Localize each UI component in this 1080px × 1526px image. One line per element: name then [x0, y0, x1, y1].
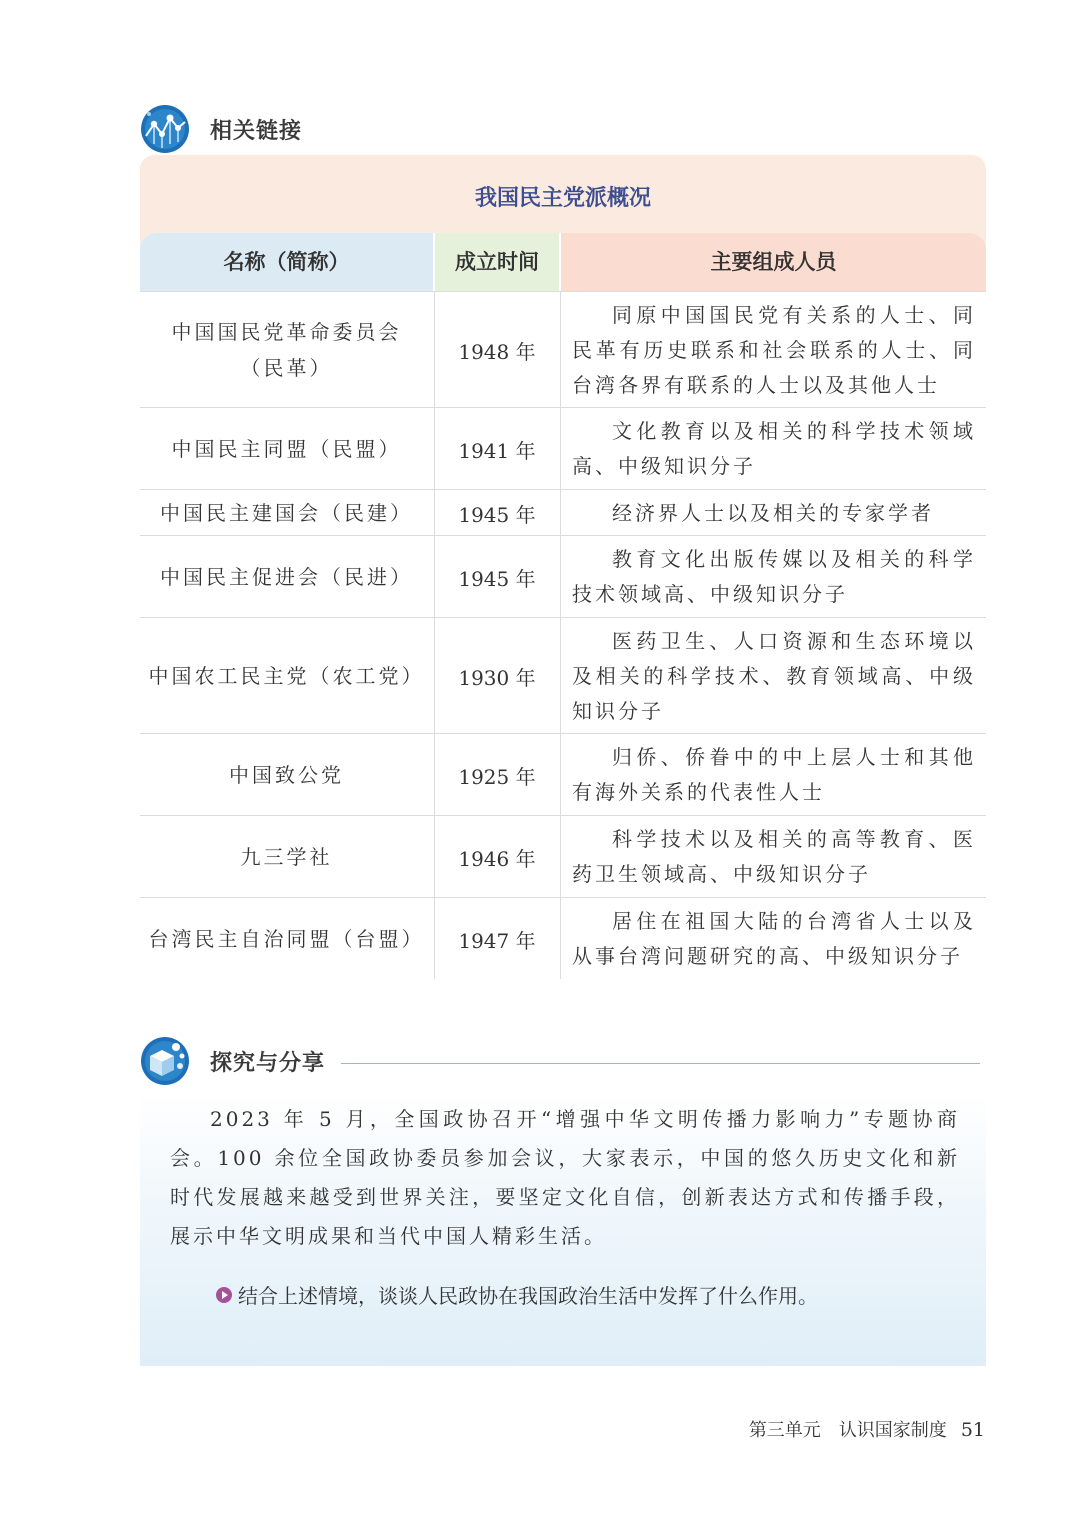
table-row [140, 897, 986, 980]
context-paragraph: 2023 年 5 月，全国政协召开“增强中华文明传播力影响力”专题协商会。100 余位全国政协委员参加会议，大家表示，中国的悠久历史文化和新时代发展越来越受到世界关注，要坚定文化自信，创新表达方式和传播手段，展示中华文明成果和当代中国人精彩生活。 [170, 1107, 960, 1248]
table-row [140, 407, 986, 490]
related-links-header [140, 104, 302, 154]
unit-label: 第三单元 [748, 1420, 821, 1441]
column-divider [560, 291, 561, 979]
section-title: 相关链接 [210, 118, 303, 144]
explore-panel [140, 1094, 986, 1366]
page-number: 51 [960, 1419, 985, 1441]
party-name: 九三学社 [240, 845, 333, 869]
header-rule [341, 1063, 980, 1064]
explore-share-header [140, 1036, 980, 1086]
page-footer [0, 1416, 985, 1442]
founding-year: 1945 年 [458, 566, 536, 591]
chapter-label: 认识国家制度 [838, 1420, 947, 1441]
party-name: 中国致公党 [229, 763, 344, 787]
founding-year: 1930 年 [458, 665, 536, 690]
party-table-panel [140, 155, 986, 998]
founding-year: 1947 年 [458, 928, 536, 953]
party-name: 中国国民党革命委员会 （民革） [171, 320, 402, 380]
main-members: 科学技术以及相关的高等教育、医药卫生领域高、中级知识分子 [572, 827, 976, 886]
table-row [140, 733, 986, 816]
table-row [140, 489, 986, 536]
discussion-question [216, 1280, 818, 1309]
main-members: 居住在祖国大陆的台湾省人士以及从事台湾问题研究的高、中级知识分子 [572, 909, 976, 968]
founding-year: 1925 年 [458, 764, 536, 789]
main-members: 同原中国国民党有关系的人士、同民革有历史联系和社会联系的人士、同台湾各界有联系的人士以及其他人士 [572, 302, 976, 397]
header-year: 成立时间 [435, 233, 559, 291]
main-members: 教育文化出版传媒以及相关的科学技术领域高、中级知识分子 [572, 547, 976, 606]
table-row [140, 815, 986, 898]
party-name: 台湾民主自治同盟（台盟） [148, 927, 425, 951]
header-members: 主要组成人员 [561, 233, 986, 291]
main-members: 经济界人士以及相关的专家学者 [612, 500, 934, 525]
table-header [140, 233, 986, 291]
founding-year: 1941 年 [458, 438, 536, 463]
founding-year: 1946 年 [458, 846, 536, 871]
table-row [140, 617, 986, 734]
party-name: 中国农工民主党（农工党） [148, 664, 425, 688]
column-divider [434, 291, 435, 979]
party-name: 中国民主促进会（民进） [160, 565, 413, 589]
main-members: 医药卫生、人口资源和生态环境以及相关的科学技术、教育领域高、中级知识分子 [572, 628, 976, 723]
section-title: 探究与分享 [210, 1050, 326, 1076]
cube-molecule-icon [140, 1036, 190, 1086]
network-globe-icon [140, 104, 190, 154]
question-text: 结合上述情境，谈谈人民政协在我国政治生活中发挥了什么作用。 [238, 1284, 818, 1308]
party-name: 中国民主建国会（民建） [160, 501, 413, 525]
table-row [140, 535, 986, 618]
table-row [140, 291, 986, 408]
party-name: 中国民主同盟（民盟） [171, 437, 402, 461]
main-members: 归侨、侨眷中的中上层人士和其他有海外关系的代表性人士 [572, 745, 976, 804]
table-title: 我国民主党派概况 [474, 186, 651, 211]
party-table [140, 233, 986, 1131]
main-members: 文化教育以及相关的科学技术领域高、中级知识分子 [572, 419, 976, 478]
header-name: 名称（简称） [140, 233, 433, 291]
founding-year: 1945 年 [458, 502, 536, 527]
play-bullet-icon [216, 1287, 232, 1303]
founding-year: 1948 年 [458, 339, 536, 364]
